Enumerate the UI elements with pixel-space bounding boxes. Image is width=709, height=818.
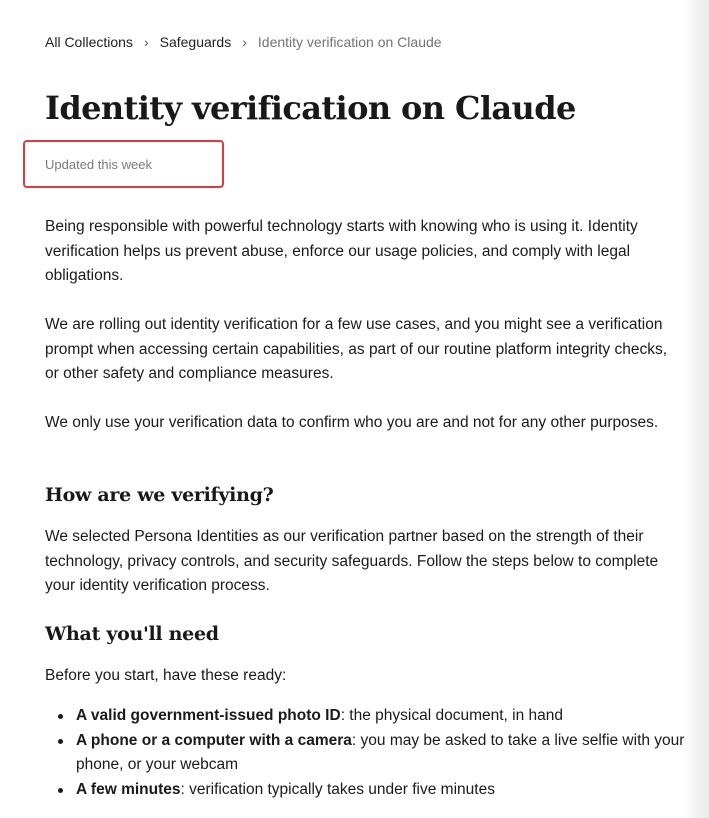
bullet-icon: [58, 714, 63, 719]
breadcrumb-chevron-icon: ›: [143, 34, 149, 50]
intro-paragraph: We are rolling out identity verification for a few use cases, and you might see a verification prompt when accessing certain capabilities, as part of our routine platform integrity checks, or other safety and compliance measures.: [45, 316, 668, 382]
list-item-title: A valid government-issued photo ID: [76, 707, 341, 724]
section-heading-how-verifying: How are we verifying?: [45, 484, 274, 506]
list-item: [45, 778, 685, 803]
page-edge-shadow: [683, 0, 709, 818]
requirements-list: [45, 704, 685, 802]
list-item-description: : the physical document, in hand: [340, 707, 563, 724]
list-item-description: : you may be asked to take a live selfie with your phone, or your webcam: [76, 731, 685, 773]
section-paragraph: We selected Persona Identities as our verification partner based on the strength of their technology, privacy controls, and security safeguards. Follow the steps below to complete your identity verification process.: [45, 528, 659, 594]
list-item: [45, 729, 685, 778]
list-item-title: A few minutes: [76, 780, 181, 798]
list-item: [45, 704, 685, 729]
page-title: Identity verification on Claude: [45, 89, 576, 127]
bullet-icon: [58, 739, 63, 744]
intro-paragraph: Being responsible with powerful technology starts with knowing who is using it. Identity verification helps us prevent abuse, enforce our usage policies, and comply with legal obligations.: [45, 218, 638, 284]
breadcrumb-chevron-icon: ›: [242, 34, 247, 50]
intro-paragraph: We only use your verification data to confirm who you are and not for any other purposes.: [45, 414, 659, 431]
breadcrumb-link-all-collections[interactable]: All Collections: [45, 34, 133, 50]
section-heading-what-you-need: What you'll need: [45, 623, 219, 645]
bullet-icon: [58, 788, 63, 793]
updated-timestamp: Updated this week: [45, 157, 152, 172]
list-item-description: : verification typically takes under five minutes: [180, 780, 495, 798]
breadcrumb-link-safeguards[interactable]: Safeguards: [159, 34, 232, 50]
list-item-title: A phone or a computer with a camera: [76, 731, 352, 749]
breadcrumb-current: Identity verification on Claude: [257, 34, 442, 50]
section-paragraph: Before you start, have these ready:: [45, 667, 287, 684]
breadcrumb: [45, 33, 442, 51]
